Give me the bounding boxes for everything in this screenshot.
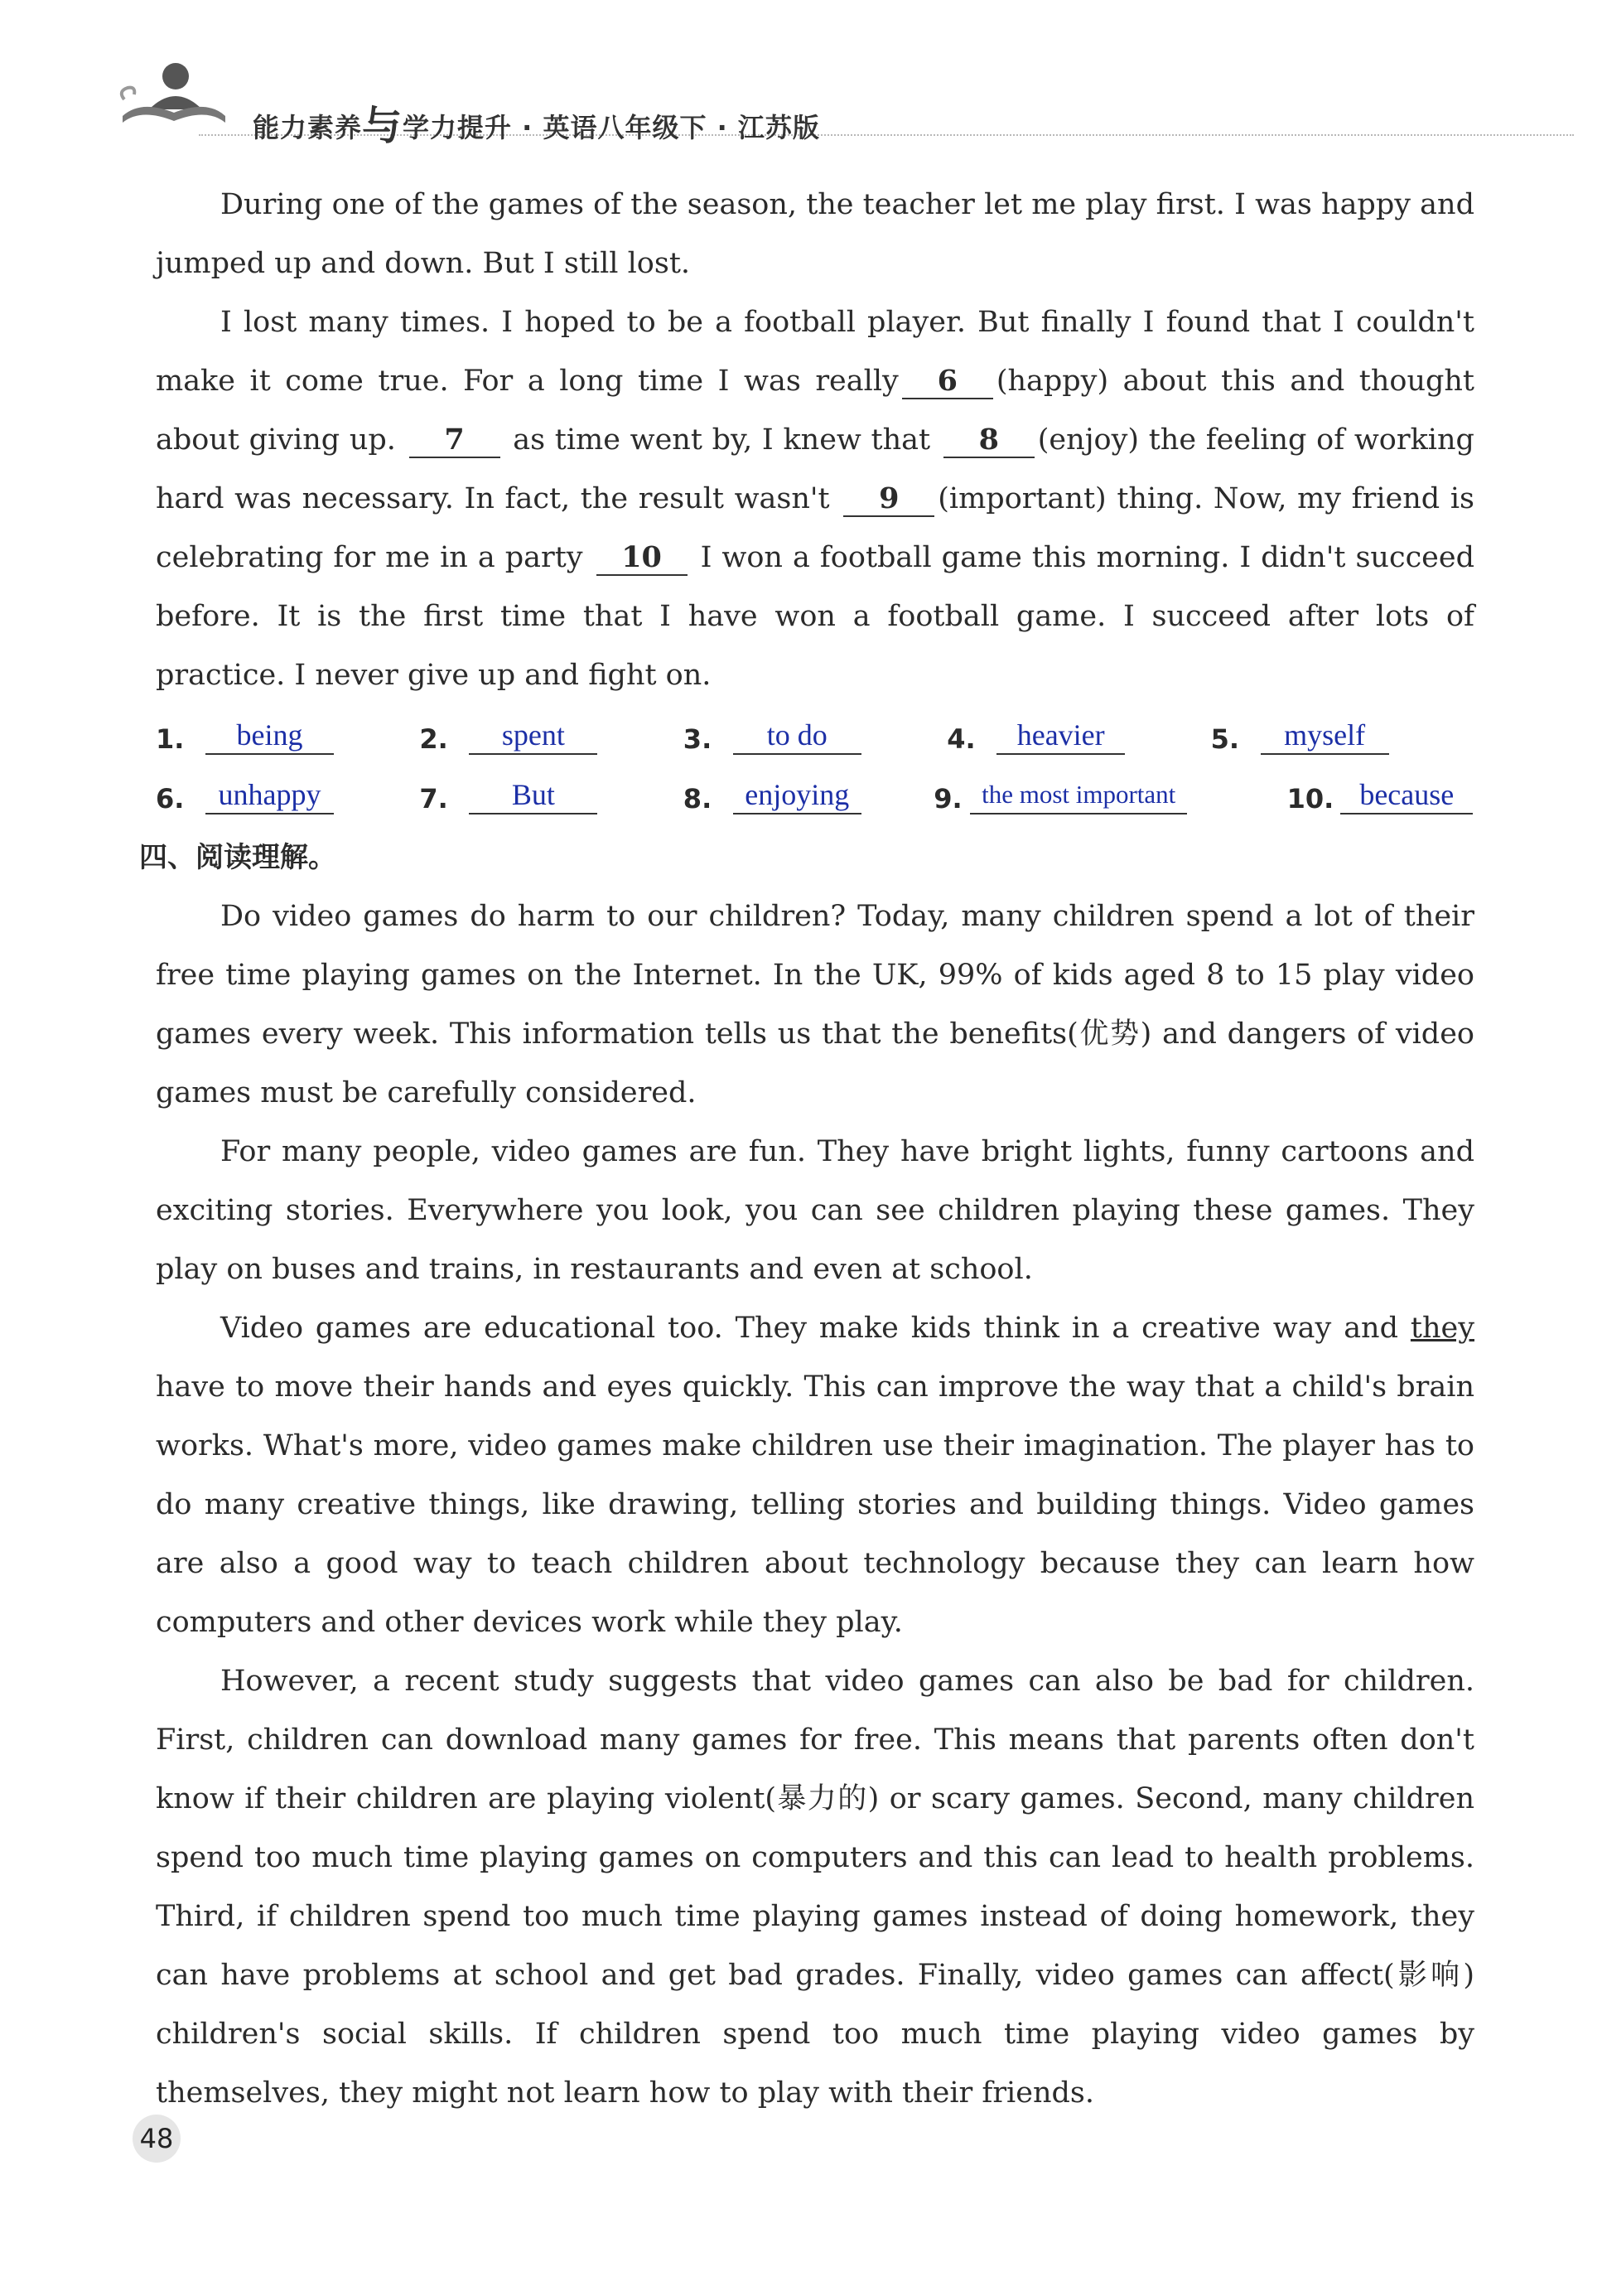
blank-10: 10	[596, 541, 688, 576]
answer-item: 2. spent	[419, 713, 683, 755]
reading-paragraph-3: Video games are educational too. They make kids think in a creative way and they have to move their hands and eyes quickly. This can improve the way that a child's brain works. What's more, video games make children use their imagination. The player has to do many creative things, like drawing, telling stories and building things. Video games are also a good way to teach children about technology because they can learn how computers and other devices work while they play.	[156, 1312, 1474, 1639]
handwritten-answer: myself	[1261, 717, 1389, 755]
handwritten-answer: because	[1340, 776, 1473, 814]
handwritten-answer: unhappy	[205, 776, 334, 814]
reading-paragraph-2: For many people, video games are fun. They have bright lights, funny cartoons and exciting stories. Everywhere you look, you can see children playing these games. They play on buses and trains, in restaurants and even at school.	[156, 1135, 1474, 1286]
blank-6: 6	[902, 365, 993, 399]
answer-item: 8. enjoying	[683, 773, 947, 814]
handwritten-answer: being	[205, 717, 334, 755]
answer-item: 9. the most important	[934, 773, 1210, 814]
answer-item: 5. myself	[1211, 713, 1474, 755]
book-reader-logo-icon	[116, 58, 232, 141]
handwritten-answer: the most important	[970, 776, 1187, 814]
answer-item: 4. heavier	[947, 713, 1210, 755]
book-title: 能力素养与学力提升 · 英语八年级下 · 江苏版	[253, 103, 820, 149]
underlined-word: they	[1410, 1312, 1474, 1345]
handwritten-answer: heavier	[996, 717, 1125, 755]
answer-item: 6. unhappy	[156, 773, 419, 814]
page-header	[116, 58, 1524, 149]
page-content	[139, 176, 1474, 2123]
answer-item: 1. being	[156, 713, 419, 755]
page-number: 48	[133, 2115, 181, 2163]
handwritten-answer: to do	[733, 717, 861, 755]
answer-list	[156, 713, 1474, 814]
handwritten-answer: But	[469, 776, 597, 814]
answer-item: 10. because	[1287, 773, 1474, 814]
page-number-badge	[123, 2105, 189, 2171]
reading-paragraph-1: Do video games do harm to our children? Today, many children spend a lot of their free time playing games on the Internet. In the UK, 99% of kids aged 8 to 15 play video games every week. This information tells us that the benefits(优势) and dangers of video games must be carefully considered.	[156, 900, 1474, 1109]
story-paragraph-2: I lost many times. I hoped to be a football player. But finally I found that I couldn't make it come true. For a long time I was really 6 (happy) about this and thought about giving up. 7 as time went by, I knew that 8 (enjoy) the feeling of working hard was necessary. In fact, the result wasn't 9 (important) thing. Now, my friend is celebrating for me in a party 10 I won a football game this morning. I didn't succeed before. It is the first time that I have won a football game. I succeed after lots of practice. I never give up and fight on.	[156, 306, 1474, 692]
section-heading-reading: 四、阅读理解。	[139, 841, 336, 874]
answer-item: 3. to do	[683, 713, 947, 755]
story-paragraph-1: During one of the games of the season, the teacher let me play first. I was happy and jumped up and down. But I still lost.	[156, 188, 1474, 280]
blank-9: 9	[843, 482, 934, 517]
blank-7: 7	[409, 423, 500, 458]
handwritten-answer: enjoying	[733, 776, 861, 814]
blank-8: 8	[943, 423, 1035, 458]
handwritten-answer: spent	[469, 717, 597, 755]
answer-item: 7. But	[419, 773, 683, 814]
reading-paragraph-4: However, a recent study suggests that video games can also be bad for children. First, children can download many games for free. This means that parents often don't know if their children are playing violent(暴力的) or scary games. Second, many children spend too much time playing games on computers and this can lead to health problems. Third, if children spend too much time playing games instead of doing homework, they can have problems at school and get bad grades. Finally, video games can affect(影响) children's social skills. If children spend too much time playing video games by themselves, they might not learn how to play with their friends.	[156, 1665, 1474, 2110]
